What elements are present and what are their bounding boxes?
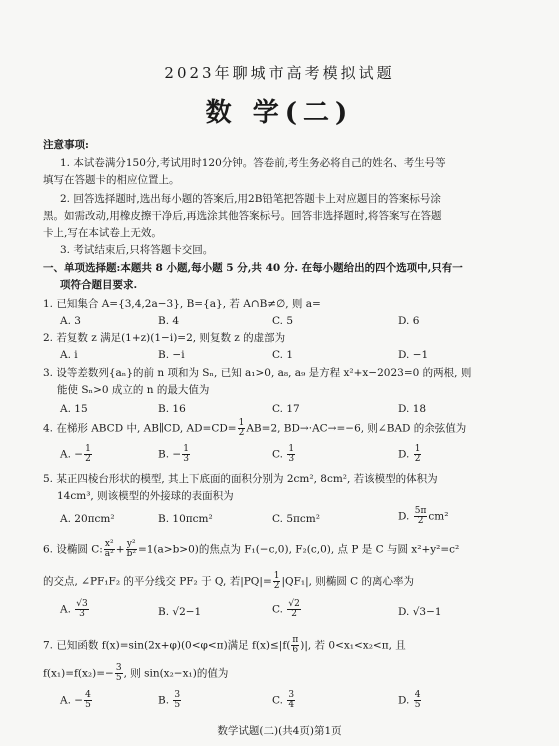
question-stem: 能使 Sₙ>0 成立的 n 的最大值为 xyxy=(57,384,210,396)
option-c: C. 5πcm² xyxy=(272,513,320,525)
option-c: C. $\frac{3}{4}$ xyxy=(272,690,295,710)
option-b: B. −i xyxy=(158,349,185,361)
section-heading: 项符合题目要求. xyxy=(60,279,138,291)
option-d: D. $\frac{1}{2}$ xyxy=(398,444,421,464)
option-c: C. 5 xyxy=(272,315,294,327)
option-c: C. $\frac{√2}{2}$ xyxy=(272,599,300,619)
option-a: A. $\frac{√3}{3}$ xyxy=(60,599,88,619)
notice-line: 黑。如需改动,用橡皮擦干净后,再选涂其他答案标号。回答非选择题时,将答案写在答题 xyxy=(43,210,442,222)
question-stem: 1. 已知集合 A={3,4,2a−3}, B={a}, 若 A∩B≠∅, 则 a= xyxy=(43,298,321,310)
option-b: B. − $\frac{1}{3}$ xyxy=(158,444,189,464)
question-stem: 5. 某正四棱台形状的模型, 其上下底面的面积分别为 2cm², 8cm², 若该模型的体积为 xyxy=(43,473,438,485)
question-stem: 14cm³, 则该模型的外接球的表面积为 xyxy=(57,490,234,502)
option-a: A. 3 xyxy=(60,315,81,327)
option-b: B. √2−1 xyxy=(158,606,202,618)
option-d: D. 6 xyxy=(398,315,420,327)
exam-title: 2023年聊城市高考模拟试题 xyxy=(164,64,395,82)
option-d: D. 18 xyxy=(398,403,427,415)
option-b: B. 10πcm² xyxy=(158,513,213,525)
notice-line: 1. 本试卷满分150分,考试用时120分钟。答卷前,考生务必将自己的姓名、考生号等 xyxy=(60,157,446,169)
question-stem: 6. 设椭圆 C: $\frac{\text{x²}}{\text{a²}}$ + $\frac{\text{y²}}{\text{b²}}$ =1(a>b>0)的焦点为 F₁(−c,0), F₂(c,0), 点 P 是 C 与圆 x²+y²=c² xyxy=(43,539,460,559)
option-a: A. − $\frac{1}{2}$ xyxy=(60,444,91,464)
notice-line: 2. 回答选择题时,选出每小题的答案后,用2B铅笔把答题卡上对应题目的答案标号涂 xyxy=(60,193,441,205)
option-d: D. $\frac{4}{5}$ xyxy=(398,690,421,710)
option-a: A. − $\frac{4}{5}$ xyxy=(60,690,91,710)
notice-line: 卡上,写在本试卷上无效。 xyxy=(43,227,162,239)
option-c: C. 17 xyxy=(272,403,300,415)
fraction: $\frac{1}{2}$ xyxy=(238,418,245,438)
option-b: B. 4 xyxy=(158,315,180,327)
option-d: D. √3−1 xyxy=(398,606,442,618)
option-d: D. −1 xyxy=(398,349,429,361)
option-b: B. 16 xyxy=(158,403,186,415)
option-a: A. i xyxy=(60,349,78,361)
option-c: C. 1 xyxy=(272,349,294,361)
notice-heading: 注意事项: xyxy=(43,139,89,151)
page-footer: 数学试题(二)(共4页)第1页 xyxy=(217,725,342,737)
option-a: A. 20πcm² xyxy=(60,513,115,525)
question-stem: 4. 在梯形 ABCD 中, AB∥CD, AD=CD= $\frac{1}{2}$ AB=2, BD→·AC→=−6, 则∠BAD 的余弦值为 xyxy=(43,418,467,438)
option-c: C. $\frac{1}{3}$ xyxy=(272,444,295,464)
question-stem: 7. 已知函数 f(x)=sin(2x+φ)(0<φ<π)满足 f(x)≤|f( $\frac{\pi}{6}$ )|, 若 0<x₁<x₂<π, 且 xyxy=(43,635,406,655)
notice-line: 填写在答题卡的相应位置上。 xyxy=(43,174,180,186)
question-stem: f(x₁)=f(x₂)=− $\frac{3}{5}$ , 则 sin(x₂−x₁)的值为 xyxy=(43,663,229,683)
question-stem: 3. 设等差数列{aₙ}的前 n 项和为 Sₙ, 已知 a₁>0, a₈, a₉ 是方程 x²+x−2023=0 的两根, 则 xyxy=(43,367,472,379)
subject-title: 数 学(二) xyxy=(205,98,354,128)
option-d: D. $\frac{5\pi}{2}$ cm² xyxy=(398,506,449,526)
question-stem: 的交点, ∠PF₁F₂ 的平分线交 PF₂ 于 Q, 若|PQ|= $\frac{1}{2}$ |QF₁|, 则椭圆 C 的离心率为 xyxy=(43,571,415,591)
section-heading: 一、单项选择题:本题共 8 小题,每小题 5 分,共 40 分. 在每小题给出的四个选项中,只有一 xyxy=(43,262,463,274)
notice-line: 3. 考试结束后,只将答题卡交回。 xyxy=(60,244,214,256)
option-b: B. $\frac{3}{5}$ xyxy=(158,690,181,710)
option-a: A. 15 xyxy=(60,403,88,415)
question-stem: 2. 若复数 z 满足(1+z)(1−i)=2, 则复数 z 的虚部为 xyxy=(43,332,286,344)
